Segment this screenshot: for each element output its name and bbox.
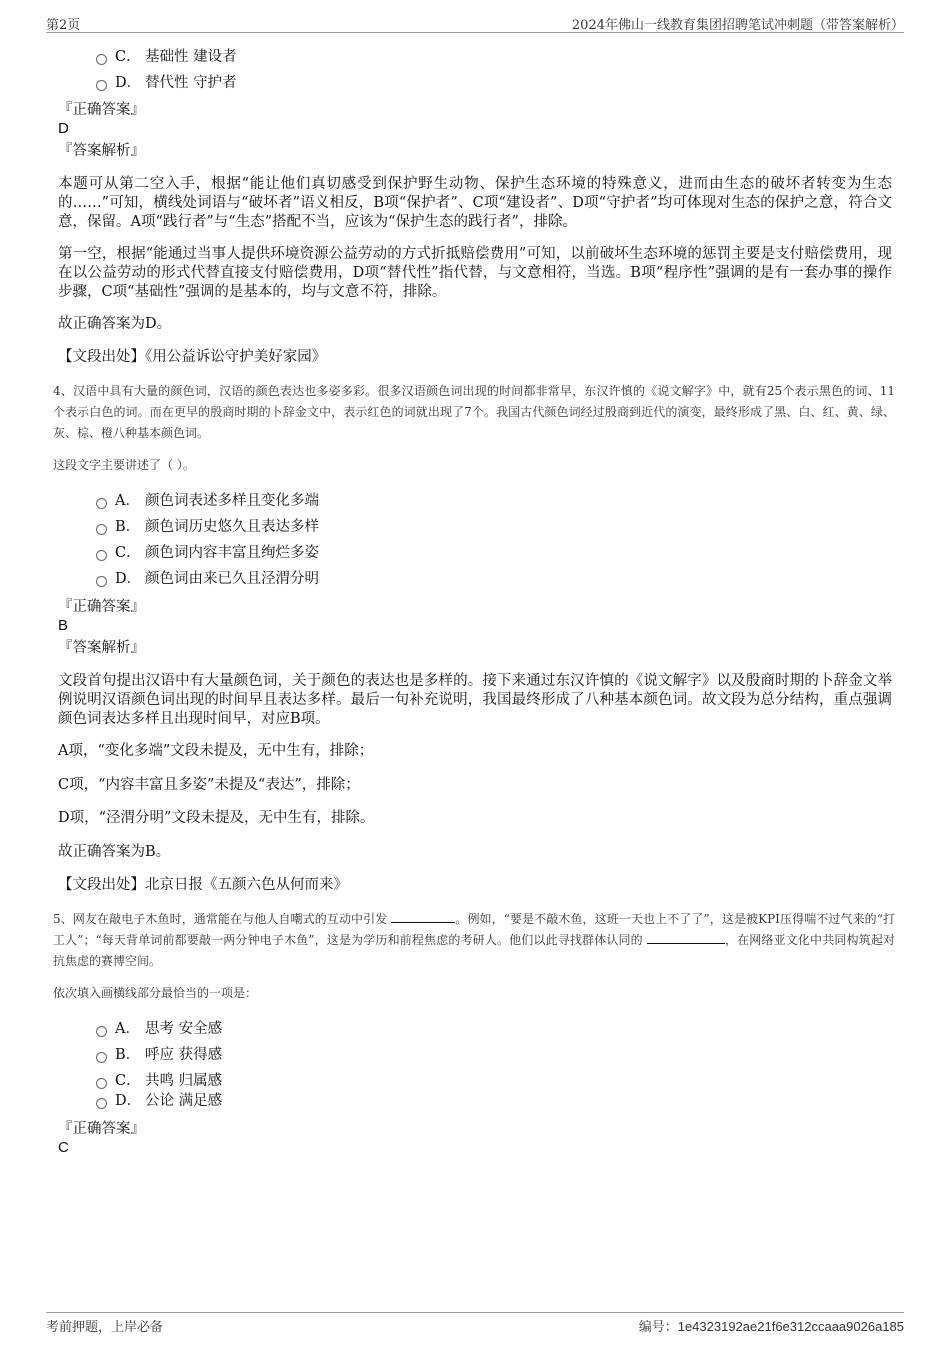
page-header (46, 12, 904, 33)
radio-icon[interactable] (96, 550, 107, 561)
radio-icon[interactable] (96, 1052, 107, 1063)
page-footer (46, 1312, 904, 1335)
q3-option-d[interactable]: D． 替代性 守护者 (96, 73, 237, 93)
q4-stem: 4、汉语中具有大量的颜色词，汉语的颜色表达也多姿多彩。很多汉语颜色词出现的时间都非常早，东汉许慎的《说文解字》中，就有25个表示黑色的词、11个表示白色的词。而在更早的殷商时期的卜辞金文中，表示红色的词就出现了7个。我国古代颜色词经过殷商到近代的演变，最终形成了黑、白、红、黄、绿、灰、棕、橙八种基本颜色词。 (53, 384, 895, 440)
q3-analysis-para-1: 本题可从第二空入手，根据“能让他们真切感受到保护野生动物、保护生态环境的特殊意义，进而由生态的破坏者转变为生态的……”可知，横线处词语与“破坏者”语义相反，B项“保护者”、C项“建设者”、D项“守护者”均可体现对生态的保护之意，符合文意，保留。A项“践行者”与“生态”搭配不当，应该为“保护生态的践行者”，排除。 (58, 176, 892, 230)
q3-option-c[interactable]: C． 基础性 建设者 (96, 47, 237, 67)
q4-option-c-note: C项，“内容丰富且多姿”未提及“表达”，排除； (58, 777, 360, 793)
q4-option-c[interactable]: C． 颜色词内容丰富且绚烂多姿 (96, 543, 319, 563)
q4-option-a[interactable]: A． 颜色词表述多样且变化多端 (96, 491, 319, 511)
q4-option-d-note: D项，“泾渭分明”文段未提及，无中生有，排除。 (58, 810, 375, 826)
q4-option-d[interactable]: D． 颜色词由来已久且泾渭分明 (96, 569, 319, 589)
fill-blank-2 (647, 930, 725, 944)
q4-analysis-para: 文段首句提出汉语中有大量颜色词，关于颜色的表达也是多样的。接下来通过东汉许慎的《说文解字》以及殷商时期的卜辞金文举例说明汉语颜色词出现的时间早且表达多样。最后一句补充说明，我国最终形成了八种基本颜色词。故文段为总分结构，重点强调颜色词表达多样且出现时间早，对应B项。 (58, 673, 892, 727)
radio-icon[interactable] (96, 576, 107, 587)
radio-icon[interactable] (96, 1026, 107, 1037)
q5-question: 依次填入画横线部分最恰当的一项是： (53, 986, 258, 1000)
q3-conclusion: 故正确答案为D。 (58, 316, 172, 332)
q5-option-a[interactable]: A． 思考 安全感 (96, 1019, 222, 1039)
radio-icon[interactable] (96, 1098, 107, 1109)
page-number: 第2页 (46, 18, 81, 33)
radio-icon[interactable] (96, 524, 107, 535)
q5-option-c[interactable]: C． 共鸣 归属感 (96, 1071, 222, 1091)
q3-analysis-label: 『答案解析』 (58, 143, 145, 159)
q4-conclusion: 故正确答案为B。 (58, 844, 171, 860)
footer-slogan: 考前押题，上岸必备 (46, 1320, 164, 1335)
q4-source: 【文段出处】北京日报《五颜六色从何而来》 (58, 877, 348, 893)
q5-option-b[interactable]: B． 呼应 获得感 (96, 1045, 222, 1065)
radio-icon[interactable] (96, 498, 107, 509)
q4-option-b[interactable]: B． 颜色词历史悠久且表达多样 (96, 517, 319, 537)
q3-analysis-para-2: 第一空，根据“能通过当事人提供环境资源公益劳动的方式折抵赔偿费用”可知，以前破坏生态环境的惩罚主要是支付赔偿费用，现在以公益劳动的形式代替直接支付赔偿费用，D项“替代性”指代替，与文意相符，当选。B项“程序性”强调的是有一套办事的操作步骤，C项“基础性”强调的是基本的，均与文意不符，排除。 (58, 246, 892, 300)
q5-stem: 5、网友在敲电子木鱼时，通常能在与他人自嘲式的互动中引发 。例如，“要是不敲木鱼，这班一天也上不了了”，这是被KPI压得喘不过气来的“打工人”；“每天背单词前都要敲一两分钟电子木鱼”，这是为学历和前程焦虑的考研人。他们以此寻找群体认同的 ，在网络亚文化中共同构筑起对抗焦虑的赛博空间。 (53, 909, 895, 972)
q4-answer: B (58, 617, 69, 634)
q5-answer-label: 『正确答案』 (58, 1121, 145, 1137)
document-code: 编号：1e4323192ae21f6e312ccaaa9026a185 (638, 1319, 904, 1335)
radio-icon[interactable] (96, 1078, 107, 1089)
document-title: 2024年佛山一线教育集团招聘笔试冲刺题（带答案解析） (571, 18, 904, 33)
q3-answer: D (58, 120, 69, 137)
q5-option-d[interactable]: D． 公论 满足感 (96, 1091, 222, 1111)
q4-analysis-label: 『答案解析』 (58, 640, 145, 656)
q3-source: 【文段出处】《用公益诉讼守护美好家园》 (58, 349, 327, 365)
q3-answer-label: 『正确答案』 (58, 102, 145, 118)
q4-answer-label: 『正确答案』 (58, 599, 145, 615)
radio-icon[interactable] (96, 80, 107, 91)
q5-answer: C (58, 1139, 69, 1156)
q4-question: 这段文字主要讲述了（ ）。 (53, 458, 195, 472)
radio-icon[interactable] (96, 54, 107, 65)
q4-option-a-note: A项，“变化多端”文段未提及，无中生有，排除； (58, 743, 374, 759)
fill-blank-1 (391, 909, 455, 923)
